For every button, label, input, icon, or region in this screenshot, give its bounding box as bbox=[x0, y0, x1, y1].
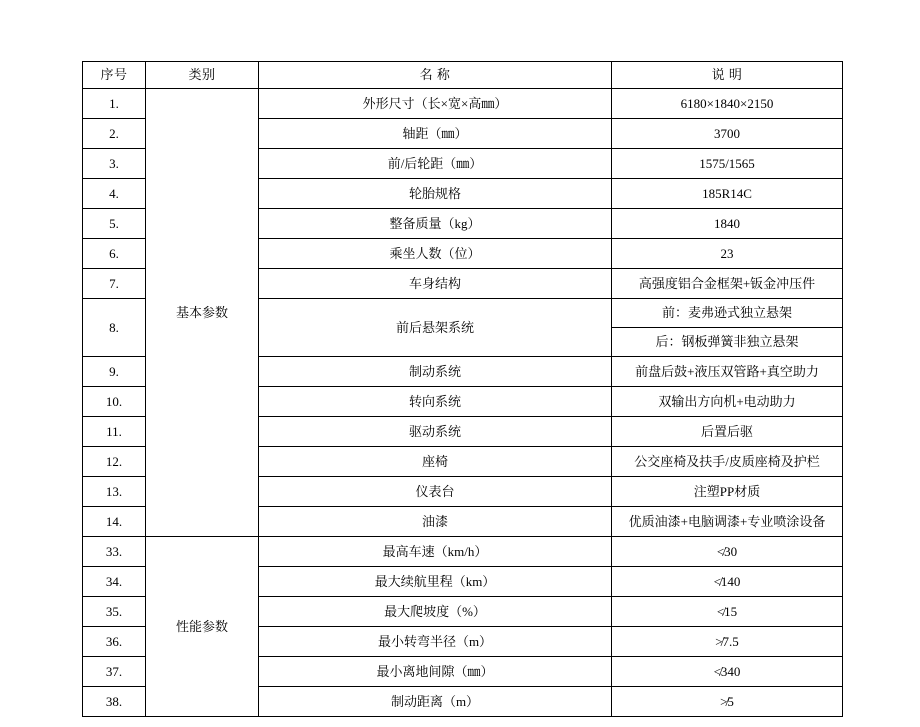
row-no: 7. bbox=[83, 269, 146, 299]
row-no: 33. bbox=[83, 537, 146, 567]
row-name: 驱动系统 bbox=[259, 417, 612, 447]
row-desc: 23 bbox=[612, 239, 843, 269]
row-desc: 1840 bbox=[612, 209, 843, 239]
row-name: 最大爬坡度（%） bbox=[259, 597, 612, 627]
row-desc: ≯7.5 bbox=[612, 627, 843, 657]
row-desc: 注塑PP材质 bbox=[612, 477, 843, 507]
row-desc: ≮140 bbox=[612, 567, 843, 597]
row-no: 3. bbox=[83, 149, 146, 179]
row-desc: 3700 bbox=[612, 119, 843, 149]
row-no: 37. bbox=[83, 657, 146, 687]
row-desc-rear: 后：钢板弹簧非独立悬架 bbox=[612, 328, 843, 357]
row-no: 1. bbox=[83, 89, 146, 119]
row-name: 整备质量（kg） bbox=[259, 209, 612, 239]
row-no: 35. bbox=[83, 597, 146, 627]
row-no: 36. bbox=[83, 627, 146, 657]
row-name: 最小转弯半径（m） bbox=[259, 627, 612, 657]
row-name: 制动系统 bbox=[259, 357, 612, 387]
row-name: 最大续航里程（km） bbox=[259, 567, 612, 597]
row-desc: 185R14C bbox=[612, 179, 843, 209]
row-no: 5. bbox=[83, 209, 146, 239]
row-desc: 前盘后鼓+液压双管路+真空助力 bbox=[612, 357, 843, 387]
row-desc: 6180×1840×2150 bbox=[612, 89, 843, 119]
table-body bbox=[83, 89, 843, 717]
column-header-no: 序号 bbox=[83, 62, 146, 89]
table-header-row bbox=[83, 62, 843, 89]
row-name: 座椅 bbox=[259, 447, 612, 477]
row-no: 38. bbox=[83, 687, 146, 717]
row-desc-front: 前：麦弗逊式独立悬架 bbox=[612, 299, 843, 328]
row-desc: 双输出方向机+电动助力 bbox=[612, 387, 843, 417]
row-name: 转向系统 bbox=[259, 387, 612, 417]
row-no: 4. bbox=[83, 179, 146, 209]
row-desc: ≮30 bbox=[612, 537, 843, 567]
table-row bbox=[83, 89, 843, 119]
row-no: 9. bbox=[83, 357, 146, 387]
table-header bbox=[83, 62, 843, 89]
row-name: 最小离地间隙（㎜） bbox=[259, 657, 612, 687]
row-name: 轴距（㎜） bbox=[259, 119, 612, 149]
row-desc: ≮15 bbox=[612, 597, 843, 627]
row-desc: 后置后驱 bbox=[612, 417, 843, 447]
column-header-name: 名 称 bbox=[259, 62, 612, 89]
row-desc: ≯5 bbox=[612, 687, 843, 717]
vehicle-spec-table bbox=[82, 61, 843, 717]
row-no: 2. bbox=[83, 119, 146, 149]
row-name: 前/后轮距（㎜） bbox=[259, 149, 612, 179]
row-name: 最高车速（km/h） bbox=[259, 537, 612, 567]
row-name: 仪表台 bbox=[259, 477, 612, 507]
row-no: 13. bbox=[83, 477, 146, 507]
row-name: 乘坐人数（位） bbox=[259, 239, 612, 269]
row-desc: ≮340 bbox=[612, 657, 843, 687]
table-row bbox=[83, 537, 843, 567]
row-name: 油漆 bbox=[259, 507, 612, 537]
row-desc: 公交座椅及扶手/皮质座椅及护栏 bbox=[612, 447, 843, 477]
row-no: 6. bbox=[83, 239, 146, 269]
row-name: 前后悬架系统 bbox=[259, 299, 612, 357]
row-no: 8. bbox=[83, 299, 146, 357]
row-desc: 高强度铝合金框架+钣金冲压件 bbox=[612, 269, 843, 299]
row-no: 11. bbox=[83, 417, 146, 447]
category-performance: 性能参数 bbox=[146, 537, 259, 717]
row-name: 制动距离（m） bbox=[259, 687, 612, 717]
column-header-description: 说 明 bbox=[612, 62, 843, 89]
row-no: 34. bbox=[83, 567, 146, 597]
row-name: 车身结构 bbox=[259, 269, 612, 299]
column-header-category: 类别 bbox=[146, 62, 259, 89]
row-no: 14. bbox=[83, 507, 146, 537]
row-name: 外形尺寸（长×宽×高㎜） bbox=[259, 89, 612, 119]
row-no: 12. bbox=[83, 447, 146, 477]
row-desc: 1575/1565 bbox=[612, 149, 843, 179]
row-no: 10. bbox=[83, 387, 146, 417]
row-desc: 优质油漆+电脑调漆+专业喷涂设备 bbox=[612, 507, 843, 537]
row-name: 轮胎规格 bbox=[259, 179, 612, 209]
category-basic: 基本参数 bbox=[146, 89, 259, 537]
